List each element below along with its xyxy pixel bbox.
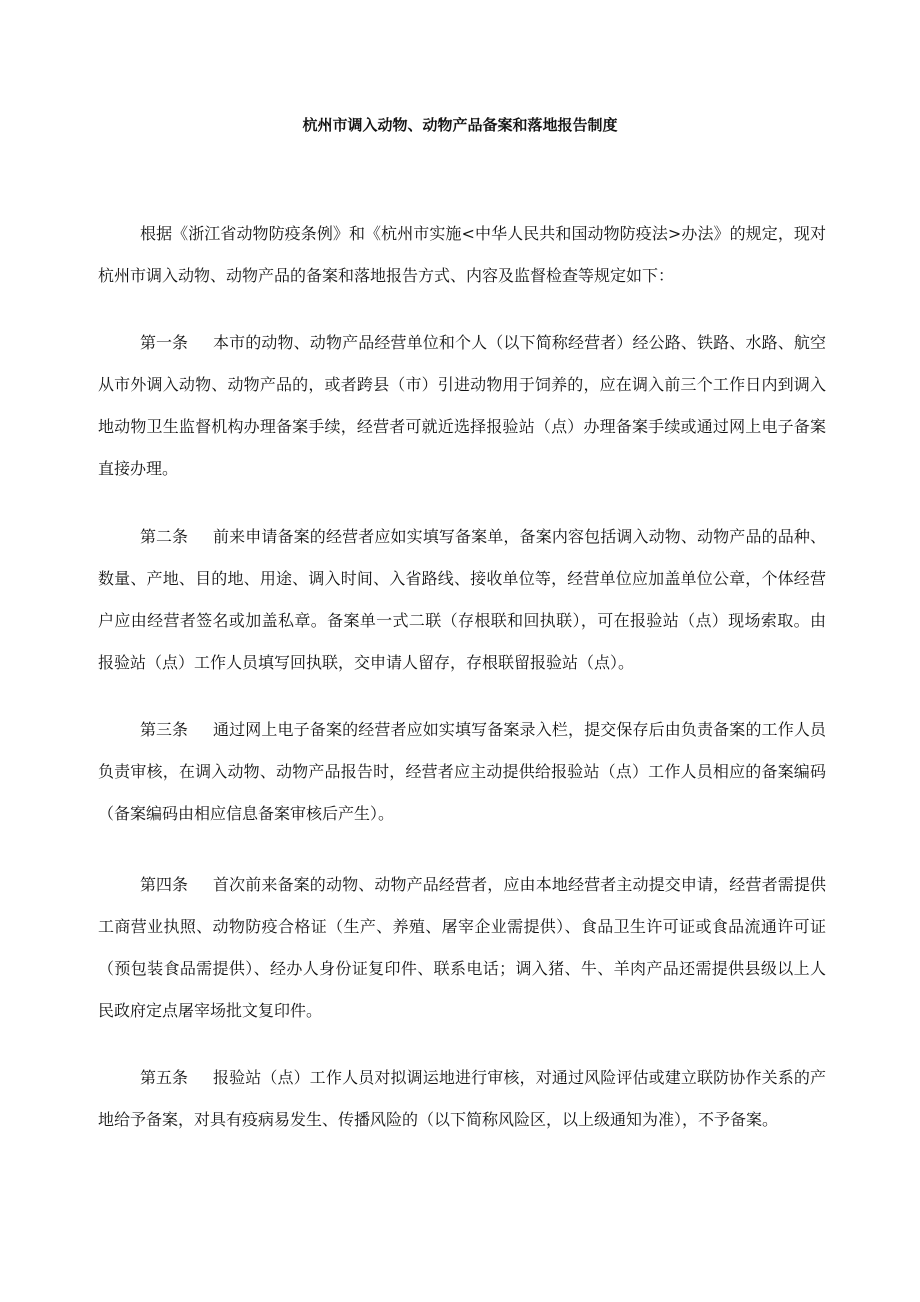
article-label: 第四条 bbox=[140, 875, 189, 894]
text-line: 根据《浙江省动物防疫条例》和《杭州市实施<中华人民共和国动物防疫法>办法》的规定，现对 bbox=[140, 224, 826, 243]
text-line bbox=[98, 874, 826, 916]
text-line: 负责审核，在调入动物、动物产品报告时，经营者应主动提供给报验站（点）工作人员相应的备案编码 bbox=[98, 762, 826, 781]
text-line: （预包装食品需提供）、经办人身份证复印件、联系电话；调入猪、牛、羊肉产品还需提供县级以上人 bbox=[98, 959, 826, 978]
text-line bbox=[98, 526, 826, 568]
article-text: 首次前来备案的动物、动物产品经营者，应由本地经营者主动提交申请，经营者需提供 bbox=[213, 875, 826, 894]
preamble-paragraph bbox=[98, 223, 826, 307]
text-line: 工商营业执照、动物防疫合格证（生产、养殖、屠宰企业需提供）、食品卫生许可证或食品流通许可证 bbox=[98, 917, 826, 936]
text-line: 直接办理。 bbox=[98, 459, 179, 478]
text-line: 地给予备案，对具有疫病易发生、传播风险的（以下简称风险区，以上级通知为准），不予备案。 bbox=[98, 1110, 779, 1129]
article-label: 第二条 bbox=[140, 527, 189, 546]
text-line: 数量、产地、目的地、用途、调入时间、入省路线、接收单位等，经营单位应加盖单位公章，个体经营 bbox=[98, 569, 826, 588]
article-label: 第三条 bbox=[140, 720, 189, 739]
text-line: （备案编码由相应信息备案审核后产生）。 bbox=[98, 804, 395, 823]
article-5 bbox=[98, 1067, 826, 1151]
text-line bbox=[98, 719, 826, 761]
article-text: 报验站（点）工作人员对拟调运地进行审核，对通过风险评估或建立联防协作关系的产 bbox=[213, 1068, 826, 1087]
article-label: 第五条 bbox=[140, 1068, 189, 1087]
text-line bbox=[98, 1067, 826, 1109]
text-line: 户应由经营者签名或加盖私章。备案单一式二联（存根联和回执联），可在报验站（点）现场索取。由 bbox=[98, 611, 826, 630]
text-line: 杭州市调入动物、动物产品的备案和落地报告方式、内容及监督检查等规定如下： bbox=[98, 266, 675, 285]
text-line bbox=[98, 332, 826, 374]
text-line: 地动物卫生监督机构办理备案手续，经营者可就近选择报验站（点）办理备案手续或通过网上电子备案 bbox=[98, 417, 826, 436]
article-text: 通过网上电子备案的经营者应如实填写备案录入栏，提交保存后由负责备案的工作人员 bbox=[213, 720, 826, 739]
article-1 bbox=[98, 332, 826, 500]
article-label: 第一条 bbox=[140, 333, 189, 352]
article-2 bbox=[98, 526, 826, 694]
text-line: 从市外调入动物、动物产品的，或者跨县（市）引进动物用于饲养的，应在调入前三个工作日内到调入 bbox=[98, 375, 826, 394]
article-text: 本市的动物、动物产品经营单位和个人（以下简称经营者）经公路、铁路、水路、航空 bbox=[213, 333, 826, 352]
article-text: 前来申请备案的经营者应如实填写备案单，备案内容包括调入动物、动物产品的品种、 bbox=[213, 527, 826, 546]
article-3 bbox=[98, 719, 826, 845]
article-4 bbox=[98, 874, 826, 1042]
document-title: 杭州市调入动物、动物产品备案和落地报告制度 bbox=[302, 116, 618, 134]
text-line: 报验站（点）工作人员填写回执联，交申请人留存，存根联留报验站（点）。 bbox=[98, 653, 635, 672]
text-line: 民政府定点屠宰场批文复印件。 bbox=[98, 1001, 323, 1020]
